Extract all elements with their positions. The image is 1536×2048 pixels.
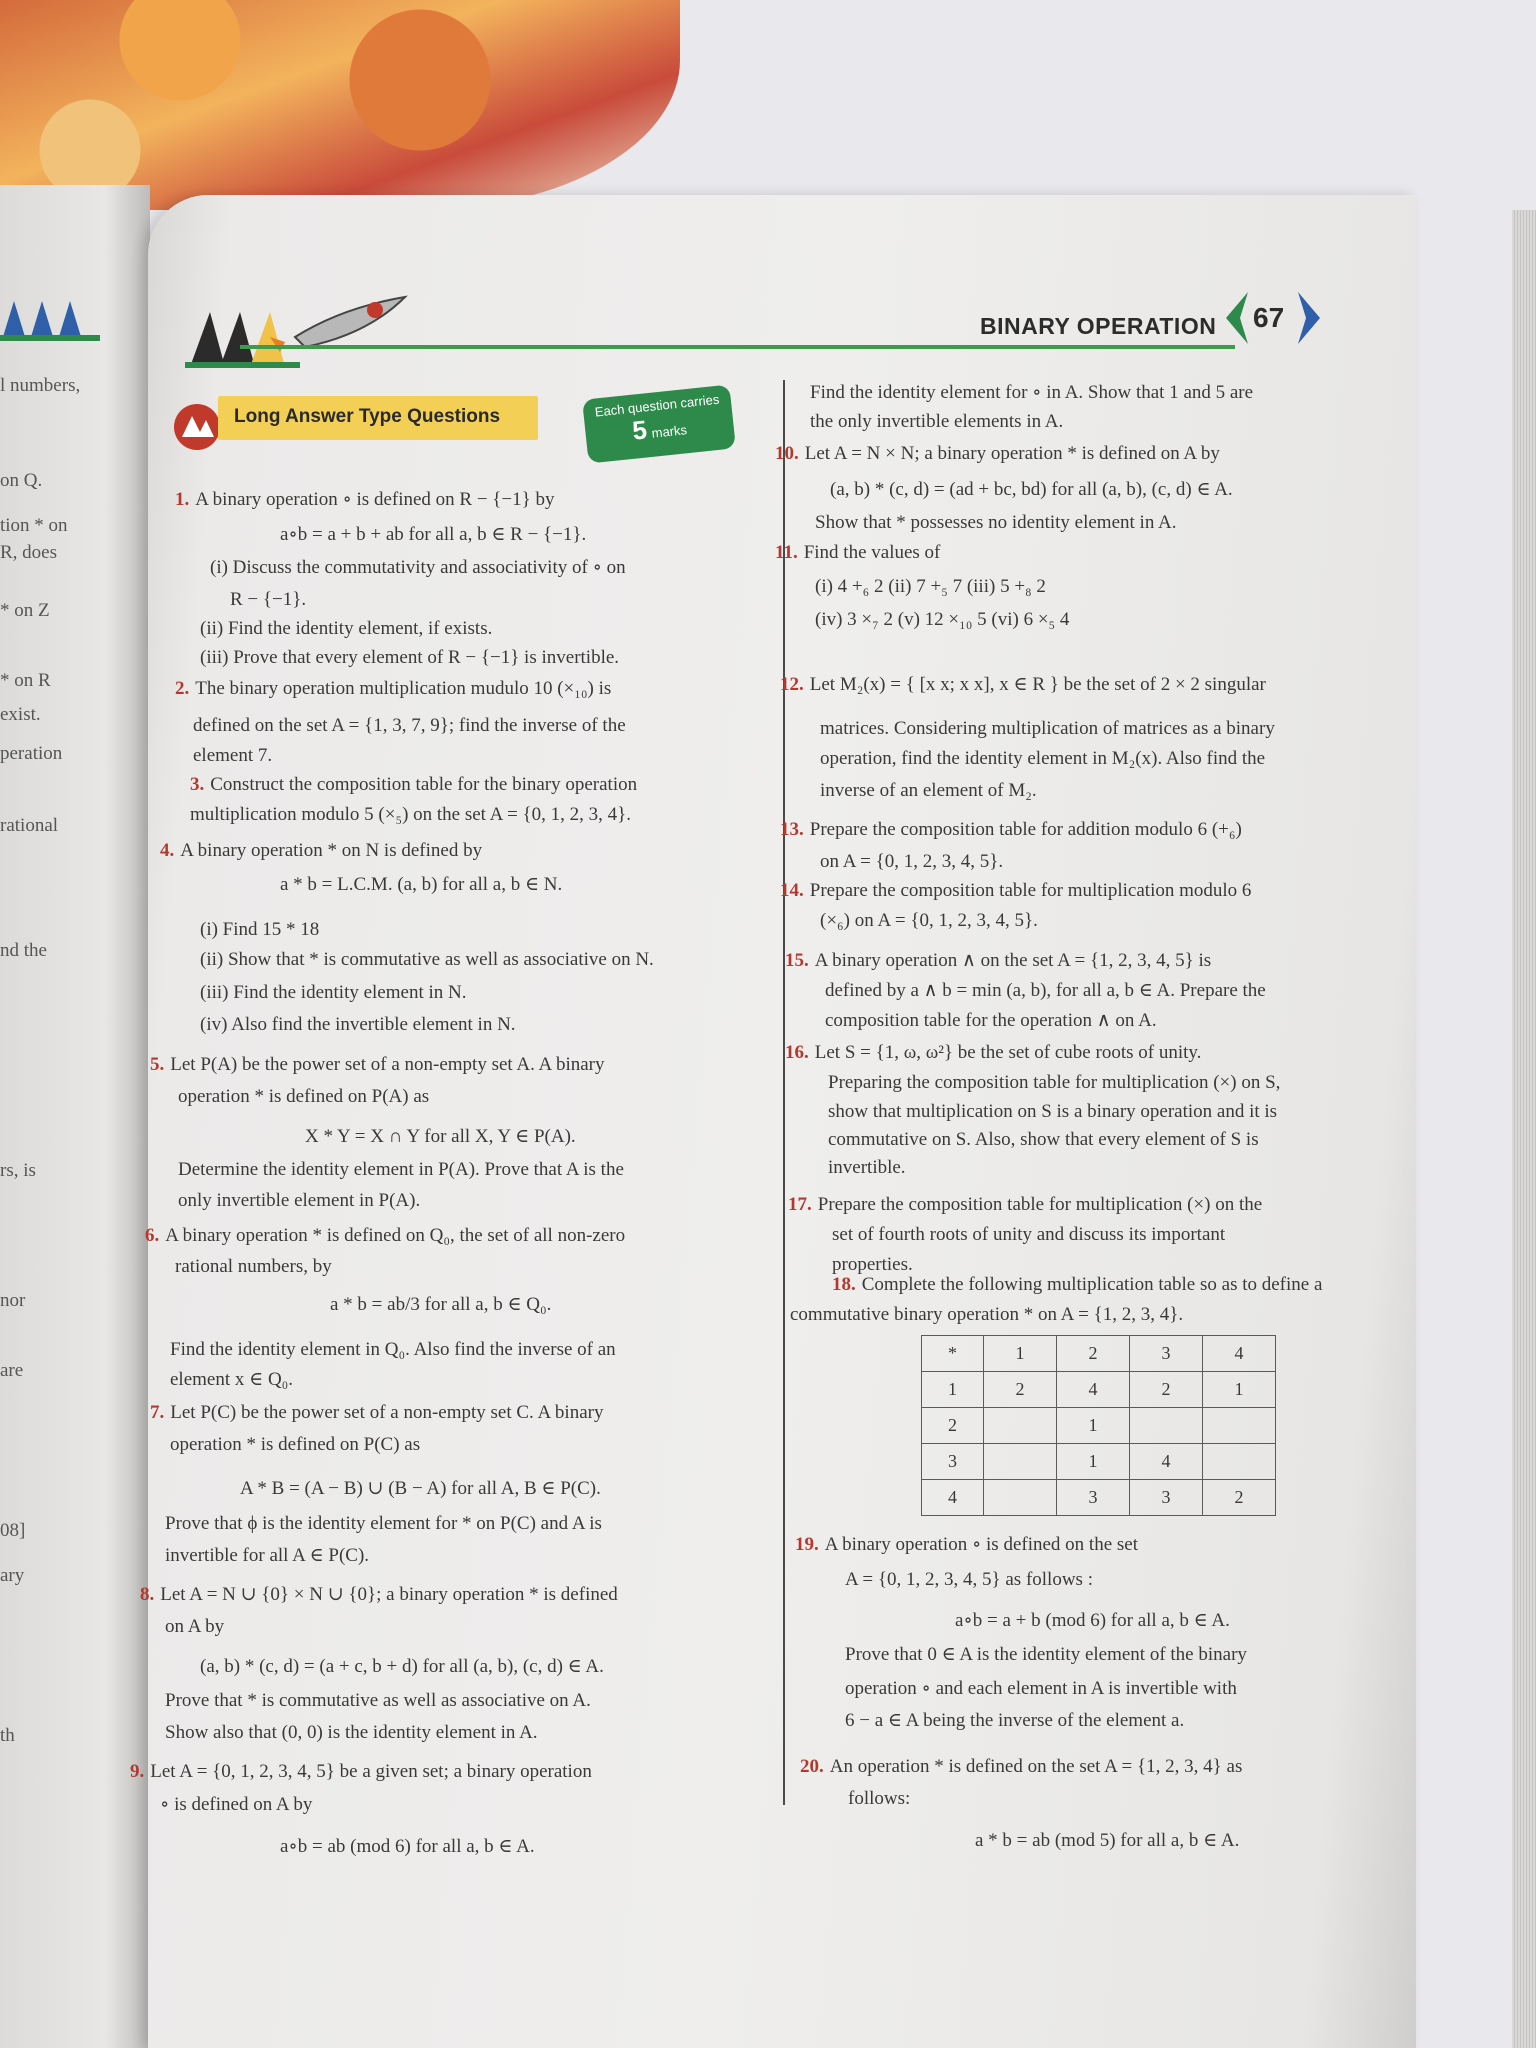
question-text-line	[165, 1612, 224, 1642]
question-text-line	[828, 1097, 1277, 1127]
question-number: 16.	[785, 1042, 809, 1063]
question-text: Let S = {1, ω, ω²} be the set of cube roots of unity.	[814, 1042, 1202, 1063]
question-text: Let P(C) be the power set of a non-empty set C. A binary	[170, 1402, 604, 1423]
page-edge	[1512, 210, 1536, 2048]
question-number: 13.	[780, 819, 804, 840]
chevron-left-icon	[1222, 290, 1250, 346]
question-text-line	[845, 1674, 1237, 1704]
table-cell: 3	[1130, 1336, 1203, 1372]
question-text-line	[170, 1335, 616, 1365]
question-text: A = {0, 1, 2, 3, 4, 5} as follows :	[845, 1569, 1093, 1590]
question-number: 19.	[795, 1534, 819, 1555]
table-cell: 2	[1130, 1372, 1203, 1408]
question-text: a∘b = ab (mod 6) for all a, b ∈ A.	[280, 1836, 535, 1857]
question-text-line	[330, 1290, 551, 1320]
table-cell: *	[922, 1336, 984, 1372]
table-cell	[1203, 1408, 1276, 1444]
table-cell	[984, 1444, 1057, 1480]
question-text: A * B = (A − B) ∪ (B − A) for all A, B ∈ P(C).	[240, 1478, 601, 1499]
left-margin-fragment: ary	[0, 1565, 25, 1586]
left-margin-fragment: * on R	[0, 670, 51, 691]
table-cell: 2	[984, 1372, 1057, 1408]
question-text: A binary operation * is defined on Q₀, the set of all non-zero	[165, 1225, 626, 1246]
left-margin-fragment: 08]	[0, 1520, 26, 1541]
question-number: 7.	[150, 1402, 165, 1423]
question-text: on A by	[165, 1616, 225, 1637]
question-text: a * b = ab (mod 5) for all a, b ∈ A.	[975, 1830, 1240, 1851]
question-text-line	[178, 1186, 420, 1216]
question-line	[780, 876, 1251, 906]
question-line	[795, 1530, 1138, 1560]
question-text-line	[955, 1606, 1230, 1636]
question-line	[788, 1190, 1262, 1220]
question-number: 6.	[145, 1225, 160, 1246]
question-number: 17.	[788, 1194, 812, 1215]
question-text: operation * is defined on P(A) as	[178, 1086, 430, 1107]
question-text-line	[178, 1155, 624, 1185]
question-text-line	[200, 915, 319, 945]
question-line	[800, 1752, 1242, 1782]
question-text: only invertible element in P(A).	[178, 1190, 421, 1211]
left-margin-fragment: * on Z	[0, 600, 50, 621]
table-row	[922, 1336, 1276, 1372]
question-text: (i) 4 +₆ 2 (ii) 7 +₅ 7 (iii) 5 +₈ 2	[815, 576, 1046, 597]
question-text-line	[165, 1541, 369, 1571]
table-cell: 1	[1203, 1372, 1276, 1408]
question-text: Construct the composition table for the binary operation	[210, 774, 638, 795]
question-text: element 7.	[193, 745, 273, 766]
question-text: a∘b = a + b + ab for all a, b ∈ R − {−1}.	[280, 524, 587, 545]
question-text: Find the identity element for ∘ in A. Show that 1 and 5 are	[810, 382, 1254, 403]
question-text-line	[815, 508, 1177, 538]
question-text: A binary operation * on N is defined by	[180, 840, 483, 861]
table-cell	[984, 1480, 1057, 1516]
question-line	[150, 1398, 603, 1428]
chevron-right-icon	[1296, 290, 1324, 346]
left-margin-fragment: exist.	[0, 704, 41, 725]
question-text-line	[280, 520, 586, 550]
question-line	[145, 1221, 625, 1251]
question-text-line	[200, 945, 654, 975]
left-margin-fragment: are	[0, 1360, 24, 1381]
question-text-line	[828, 1153, 906, 1183]
table-cell: 3	[922, 1444, 984, 1480]
question-text: (ii) Show that * is commutative as well as associative on N.	[200, 949, 654, 970]
table-cell: 1	[1057, 1408, 1130, 1444]
question-line	[140, 1580, 618, 1610]
question-text: a * b = L.C.M. (a, b) for all a, b ∈ N.	[280, 874, 563, 895]
question-text: operation * is defined on P(C) as	[170, 1434, 421, 1455]
question-text-line	[305, 1122, 576, 1152]
question-text: (iii) Find the identity element in N.	[200, 982, 467, 1003]
question-text: operation, find the identity element in M₂(x). Also find the	[820, 748, 1266, 769]
left-margin-fragment: peration	[0, 743, 63, 764]
question-line	[780, 670, 1266, 700]
question-text: ∘ is defined on A by	[160, 1794, 313, 1815]
question-text: on A = {0, 1, 2, 3, 4, 5}.	[820, 851, 1004, 872]
left-margin-fragment: rs, is	[0, 1160, 36, 1181]
question-text: (ii) Find the identity element, if exists.	[200, 618, 493, 639]
question-number: 8.	[140, 1584, 155, 1605]
table-cell: 3	[1057, 1480, 1130, 1516]
question-number: 14.	[780, 880, 804, 901]
table-cell: 2	[922, 1408, 984, 1444]
question-text: Determine the identity element in P(A). Prove that A is the	[178, 1159, 624, 1180]
question-text-line	[165, 1509, 602, 1539]
marks-label: marks	[650, 422, 688, 441]
table-cell	[984, 1408, 1057, 1444]
question-text-line	[230, 585, 306, 615]
table-cell: 4	[1057, 1372, 1130, 1408]
question-number: 15.	[785, 950, 809, 971]
question-text: Let A = {0, 1, 2, 3, 4, 5} be a given set; a binary operation	[150, 1761, 592, 1782]
question-text-line	[848, 1784, 910, 1814]
left-logo-icon	[0, 295, 110, 345]
question-text: Prepare the composition table for multiplication modulo 6	[809, 880, 1252, 901]
question-text: inverse of an element of M₂.	[820, 780, 1037, 801]
question-text-line	[200, 1652, 604, 1682]
question-number: 9.	[130, 1761, 145, 1782]
section-title: Long Answer Type Questions	[218, 396, 538, 440]
question-text: Let A = N ∪ {0} × N ∪ {0}; a binary operation * is defined	[160, 1584, 618, 1605]
rocket-logo-icon	[185, 282, 415, 372]
question-text-line	[815, 572, 1046, 602]
question-text: defined on the set A = {1, 3, 7, 9}; find the inverse of the	[193, 715, 626, 736]
table-cell: 4	[922, 1480, 984, 1516]
question-text-line	[280, 870, 562, 900]
question-text-line	[193, 741, 272, 771]
question-text: Show that * possesses no identity element in A.	[815, 512, 1177, 533]
table-cell: 4	[1203, 1336, 1276, 1372]
table-cell: 3	[1130, 1480, 1203, 1516]
question-text: (i) Discuss the commutativity and associativity of ∘ on	[210, 557, 626, 578]
table-cell: 2	[1057, 1336, 1130, 1372]
section-badge-icon	[172, 402, 222, 452]
question-number: 10.	[775, 443, 799, 464]
table-cell: 1	[922, 1372, 984, 1408]
question-text: Prepare the composition table for multiplication (×) on the	[817, 1194, 1263, 1215]
question-text-line	[845, 1640, 1247, 1670]
question-text: Find the values of	[803, 542, 941, 563]
question-text: a∘b = a + b (mod 6) for all a, b ∈ A.	[955, 1610, 1230, 1631]
question-text: A binary operation ∘ is defined on the set	[824, 1534, 1138, 1555]
question-text: multiplication modulo 5 (×₅) on the set A = {0, 1, 2, 3, 4}.	[190, 804, 632, 825]
background-cloth	[0, 0, 680, 210]
question-text: (iii) Prove that every element of R − {−1} is invertible.	[200, 647, 620, 668]
question-text: Let M₂(x) = { [x x; x x], x ∈ R } be the set of 2 × 2 singular	[809, 674, 1266, 695]
chapter-title: BINARY OPERATION	[980, 313, 1217, 339]
question-text-line	[820, 714, 1275, 744]
question-text: defined by a ∧ b = min (a, b), for all a, b ∈ A. Prepare the	[825, 980, 1266, 1001]
question-text-line	[830, 475, 1233, 505]
table-cell	[1130, 1408, 1203, 1444]
question-text: Prove that ϕ is the identity element for * on P(C) and A is	[165, 1513, 602, 1534]
question-text: Prove that 0 ∈ A is the identity element of the binary	[845, 1644, 1247, 1665]
question-text-line	[200, 614, 492, 644]
question-text-line	[200, 978, 466, 1008]
question-text-line	[200, 643, 619, 673]
question-text-line	[845, 1706, 1184, 1736]
question-line	[832, 1270, 1322, 1300]
question-number: 5.	[150, 1054, 165, 1075]
question-text: A binary operation ∧ on the set A = {1, 2, 3, 4, 5} is	[814, 950, 1212, 971]
table-cell: 4	[1130, 1444, 1203, 1480]
question-text: A binary operation ∘ is defined on R − {−1} by	[195, 489, 555, 510]
question-text: show that multiplication on S is a binary operation and it is	[828, 1101, 1278, 1122]
question-text-line	[828, 1068, 1280, 1098]
question-text-line	[825, 1006, 1157, 1036]
question-text: (a, b) * (c, d) = (ad + bc, bd) for all (a, b), (c, d) ∈ A.	[830, 479, 1233, 500]
left-margin-fragment: nd the	[0, 940, 47, 961]
question-text: (iv) 3 ×₇ 2 (v) 12 ×₁₀ 5 (vi) 6 ×₅ 4	[815, 609, 1070, 630]
table-row	[922, 1480, 1276, 1516]
question-text-line	[832, 1220, 1225, 1250]
marks-value: 5	[630, 414, 649, 446]
question-text: Let P(A) be the power set of a non-empty set A. A binary	[170, 1054, 605, 1075]
question-line	[160, 836, 482, 866]
question-text-line	[815, 605, 1069, 635]
question-text-line	[820, 744, 1265, 774]
question-text-line	[210, 553, 626, 583]
question-text-line	[165, 1718, 538, 1748]
table-row	[922, 1408, 1276, 1444]
question-text: (×₆) on A = {0, 1, 2, 3, 4, 5}.	[820, 910, 1038, 931]
header-rule	[240, 345, 1235, 349]
question-text-line	[790, 1300, 1183, 1330]
marks-caption: Each question carries	[594, 391, 721, 420]
table-cell: 2	[1203, 1480, 1276, 1516]
page-number: 67	[1253, 302, 1285, 333]
question-text-line	[240, 1474, 601, 1504]
question-text: commutative binary operation * on A = {1, 2, 3, 4}.	[790, 1304, 1184, 1325]
question-number: 11.	[775, 542, 798, 563]
question-text: (i) Find 15 * 18	[200, 919, 320, 940]
question-text-line	[280, 1832, 535, 1862]
question-number: 1.	[175, 489, 190, 510]
left-margin-fragment: tion * on	[0, 515, 68, 536]
column-divider	[783, 380, 785, 1805]
question-line	[775, 538, 940, 568]
table-cell: 1	[984, 1336, 1057, 1372]
question-text: operation ∘ and each element in A is invertible with	[845, 1678, 1237, 1699]
question-text-line	[820, 776, 1037, 806]
question-text: Find the identity element in Q₀. Also find the inverse of an	[170, 1339, 616, 1360]
question-number: 12.	[780, 674, 804, 695]
question-text-line	[193, 711, 626, 741]
question-line	[130, 1757, 592, 1787]
question-text: 6 − a ∈ A being the inverse of the element a.	[845, 1710, 1185, 1731]
question-text: Prove that * is commutative as well as associative on A.	[165, 1690, 591, 1711]
question-text-line	[160, 1790, 312, 1820]
brand-logo	[185, 282, 415, 377]
left-margin-fragment: th	[0, 1725, 15, 1746]
question-text-line	[810, 407, 1063, 437]
question-text: invertible for all A ∈ P(C).	[165, 1545, 370, 1566]
question-line	[175, 674, 611, 704]
question-text: set of fourth roots of unity and discuss its important	[832, 1224, 1226, 1245]
question-text: properties.	[832, 1254, 913, 1275]
table-row	[922, 1444, 1276, 1480]
question-text: invertible.	[828, 1157, 906, 1178]
question-text: Prepare the composition table for addition modulo 6 (+₆)	[809, 819, 1242, 840]
table-cell: 1	[1057, 1444, 1130, 1480]
question-text: An operation * is defined on the set A = {1, 2, 3, 4} as	[829, 1756, 1243, 1777]
question-text: R − {−1}.	[230, 589, 307, 610]
question-text-line	[845, 1565, 1093, 1595]
question-text-line	[975, 1826, 1239, 1856]
composition-table	[921, 1335, 1276, 1516]
question-text-line	[828, 1125, 1259, 1155]
question-text-line	[825, 976, 1266, 1006]
question-line	[785, 1038, 1201, 1068]
question-text-line	[200, 1010, 516, 1040]
question-text: element x ∈ Q₀.	[170, 1369, 294, 1390]
table-cell	[1203, 1444, 1276, 1480]
question-text: Show also that (0, 0) is the identity element in A.	[165, 1722, 538, 1743]
question-line	[175, 485, 555, 515]
question-text: Let A = N × N; a binary operation * is defined on A by	[804, 443, 1220, 464]
question-text: X * Y = X ∩ Y for all X, Y ∈ P(A).	[305, 1126, 576, 1147]
question-text-line	[820, 906, 1038, 936]
question-text: Preparing the composition table for multiplication (×) on S,	[828, 1072, 1281, 1093]
question-text: a * b = ab/3 for all a, b ∈ Q₀.	[330, 1294, 552, 1315]
question-line	[190, 770, 637, 800]
table-row	[922, 1372, 1276, 1408]
left-margin-fragment: l numbers,	[0, 375, 81, 396]
question-text-line	[190, 800, 631, 830]
question-text: matrices. Considering multiplication of matrices as a binary	[820, 718, 1275, 739]
question-text: (a, b) * (c, d) = (a + c, b + d) for all (a, b), (c, d) ∈ A.	[200, 1656, 604, 1677]
left-margin-fragment: rational	[0, 815, 59, 836]
question-text-line	[178, 1082, 429, 1112]
question-line	[775, 439, 1220, 469]
question-text-line	[810, 378, 1253, 408]
question-text: Complete the following multiplication table so as to define a	[861, 1274, 1323, 1295]
question-text: commutative on S. Also, show that every element of S is	[828, 1129, 1259, 1150]
question-text: the only invertible elements in A.	[810, 411, 1064, 432]
question-number: 20.	[800, 1756, 824, 1777]
question-text: rational numbers, by	[175, 1256, 332, 1277]
question-text: The binary operation multiplication mudulo 10 (×₁₀) is	[195, 678, 612, 699]
question-number: 3.	[190, 774, 205, 795]
question-text: follows:	[848, 1788, 911, 1809]
question-line	[150, 1050, 605, 1080]
question-line	[785, 946, 1211, 976]
question-text: composition table for the operation ∧ on A.	[825, 1010, 1157, 1031]
question-number: 4.	[160, 840, 175, 861]
question-text-line	[165, 1686, 591, 1716]
question-text: (iv) Also find the invertible element in N.	[200, 1014, 516, 1035]
question-number: 18.	[832, 1274, 856, 1295]
question-text-line	[170, 1365, 293, 1395]
question-number: 2.	[175, 678, 190, 699]
left-margin-fragment: R, does	[0, 542, 57, 563]
question-line	[780, 815, 1242, 845]
question-text-line	[170, 1430, 420, 1460]
left-margin-fragment: nor	[0, 1290, 26, 1311]
left-page-edge	[0, 185, 150, 2048]
question-text-line	[175, 1252, 332, 1282]
question-text-line	[820, 847, 1003, 877]
left-margin-fragment: on Q.	[0, 470, 43, 491]
